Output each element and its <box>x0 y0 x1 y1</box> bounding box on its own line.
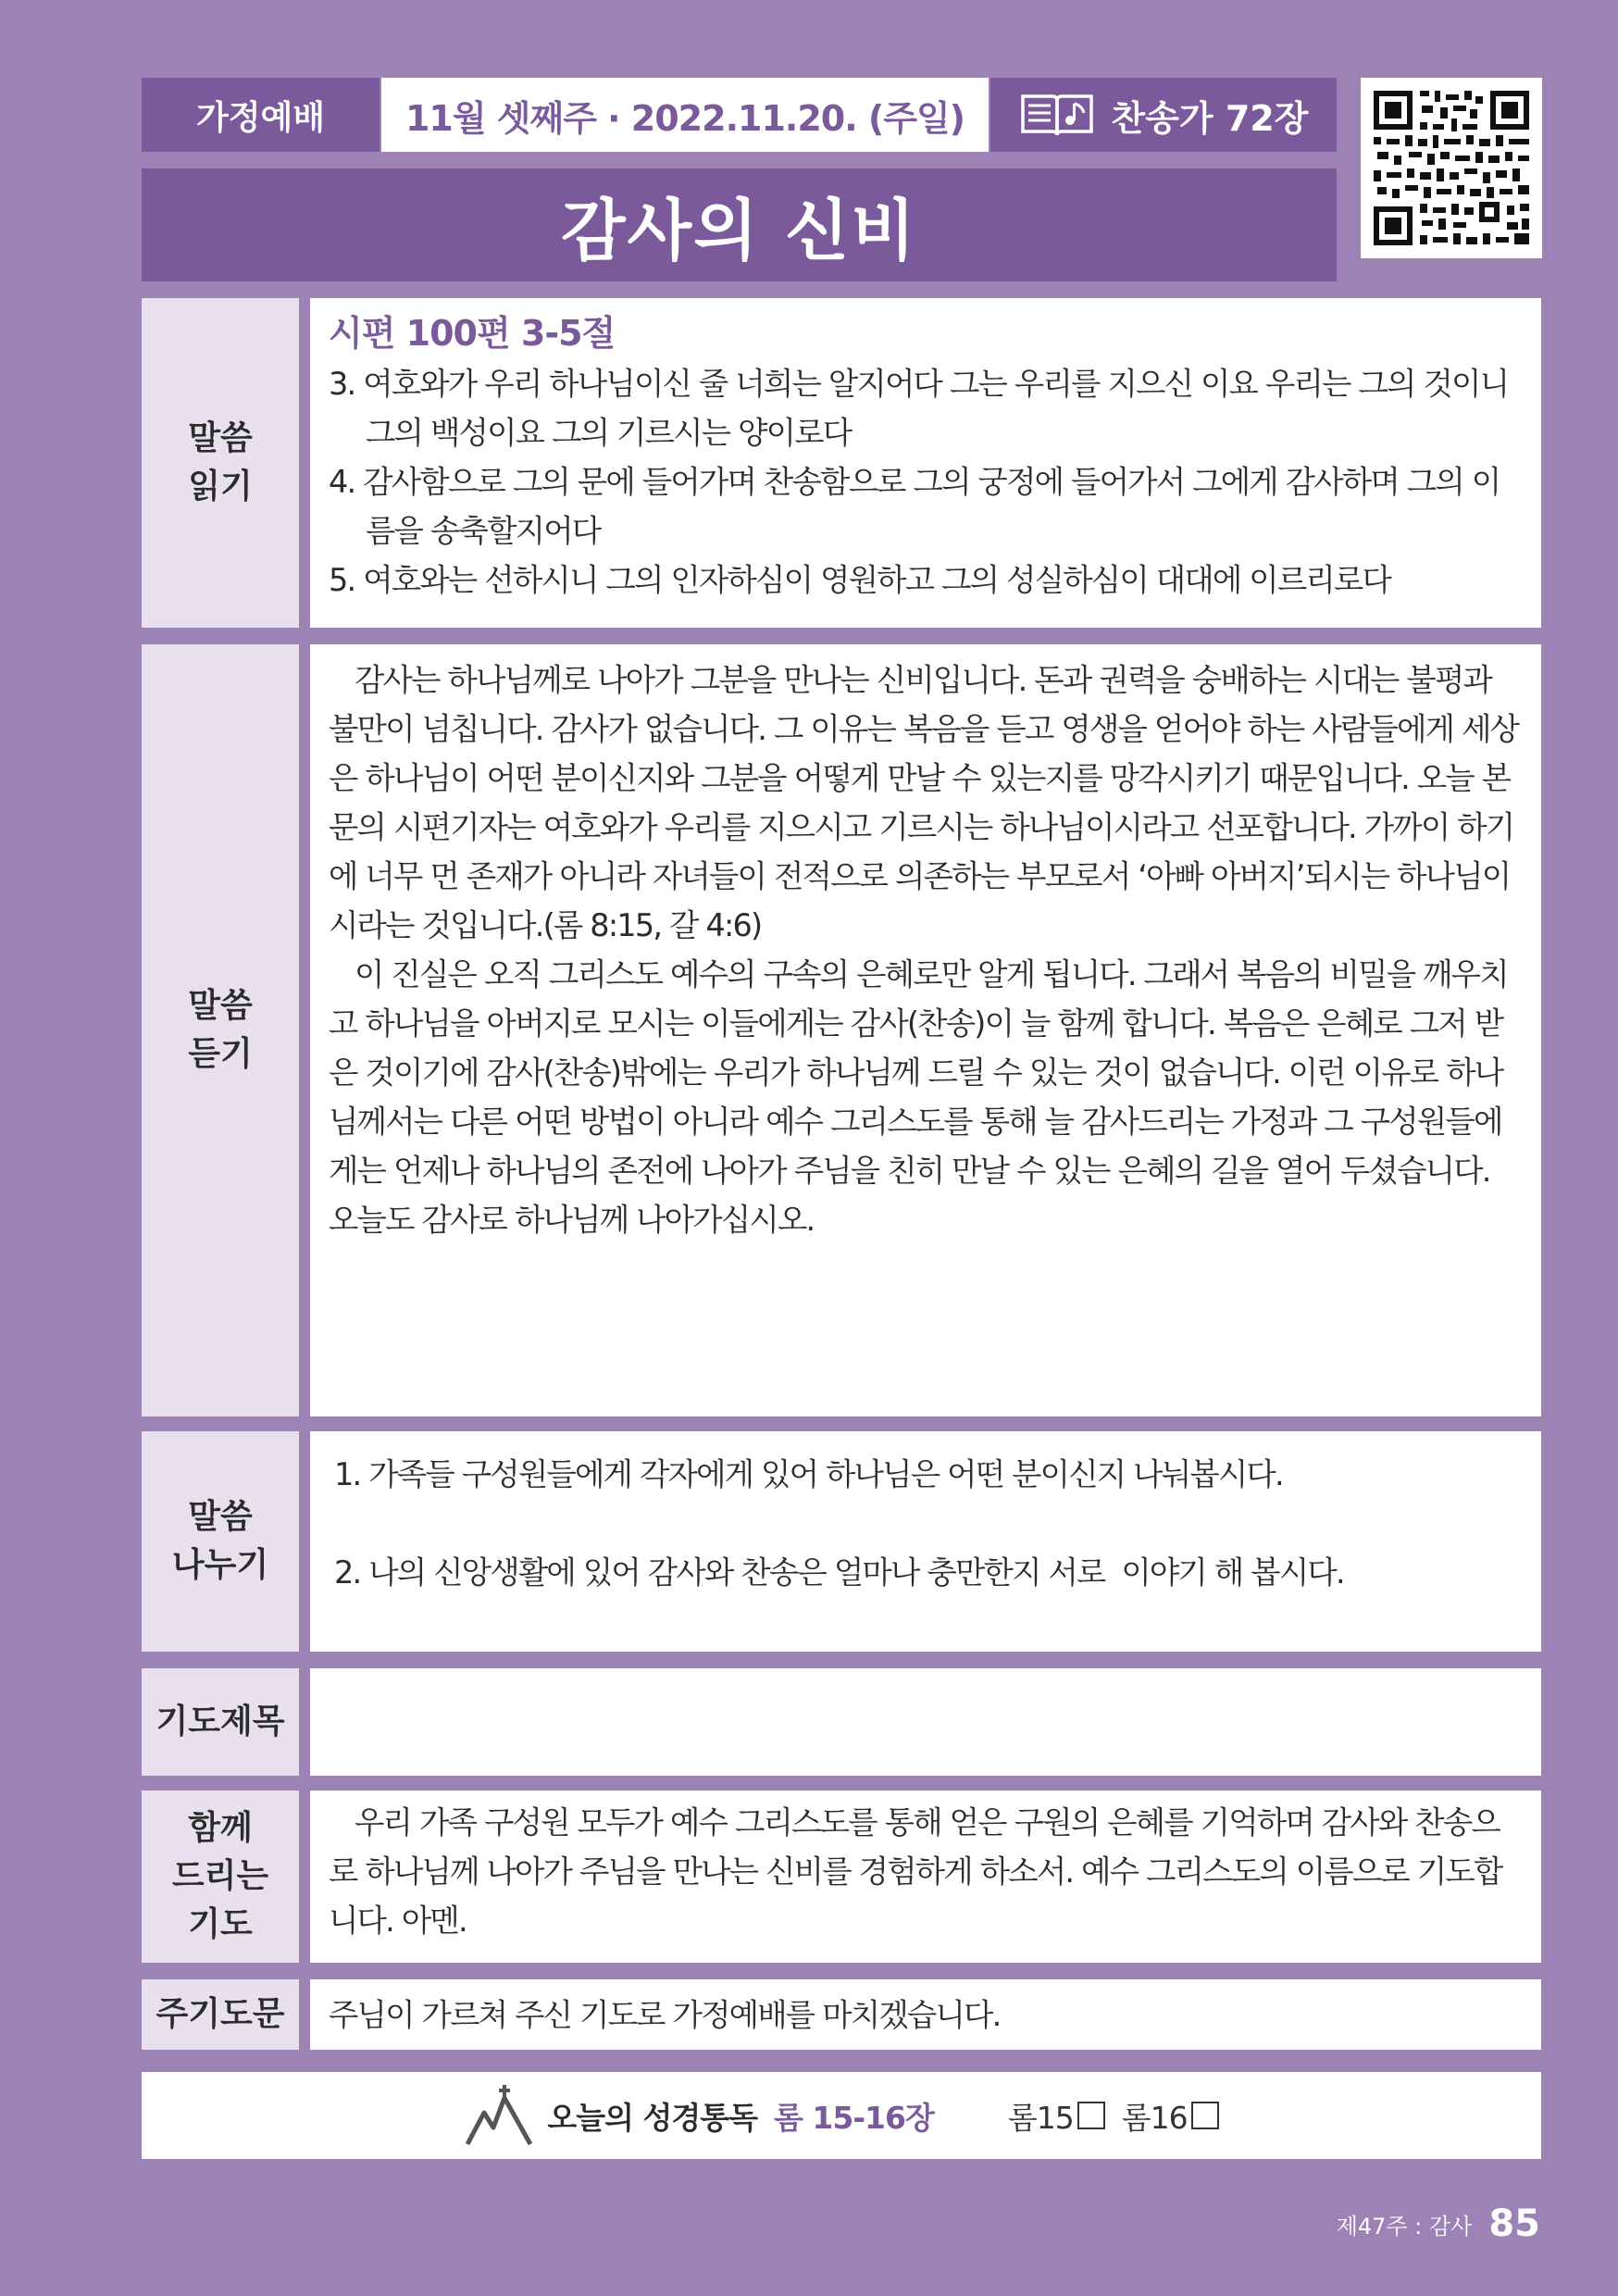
prayer-topic-label <box>142 1668 299 1776</box>
sharing-question-1: 1. 가족들 구성원들에게 각자에게 있어 하나님은 어떤 분이신지 나눠봅시다. <box>334 1456 1283 1492</box>
prayer-text: 우리 가족 구성원 모두가 예수 그리스도를 통해 얻은 구원의 은혜를 기억하며 감사와 찬송으로 하나님께 나아가 주님을 만나는 신비를 경험하게 하소서. 예수 그리스도의 이름으로 기도합니다. 아멘. <box>329 1804 1502 1939</box>
page-footer <box>1337 2196 1540 2252</box>
qr-code-icon <box>1361 78 1542 258</box>
sharing-label <box>142 1431 299 1652</box>
prayer-content <box>310 1791 1541 1963</box>
lords-prayer-label-text: 주기도문 <box>156 1994 285 2033</box>
qr-code[interactable] <box>1361 78 1542 258</box>
bible-reading-label: 오늘의 성경통독 <box>547 2099 758 2136</box>
reading-label <box>142 298 299 628</box>
prayer-topic-field[interactable] <box>310 1668 1541 1776</box>
verse-5: 5. 여호와는 선하시니 그의 인자하심이 영원하고 그의 성실하심이 대대에 이르리로다 <box>329 562 1391 598</box>
page-title: 감사의 신비 <box>561 192 917 269</box>
reading-label-line1: 말씀 <box>188 418 253 457</box>
lords-prayer-content <box>310 1979 1541 2050</box>
worship-category-badge <box>142 78 380 152</box>
sharing-question-2: 2. 나의 신앙생활에 있어 감사와 찬송은 얼마나 충만한지 서로 이야기 해 봅시다. <box>334 1554 1344 1591</box>
prayer-label <box>142 1791 299 1963</box>
checkbox-rom15[interactable] <box>1077 2102 1105 2129</box>
listening-label <box>142 644 299 1416</box>
sharing-label-line2: 나누기 <box>171 1546 269 1584</box>
prayer-label-line2: 드리는 <box>171 1856 269 1895</box>
prayer-topic-label-text: 기도제목 <box>156 1702 285 1741</box>
listening-label-line1: 말씀 <box>188 986 253 1025</box>
mountain-cross-icon <box>464 2083 534 2148</box>
scripture-reference: 시편 100편 3-5절 <box>329 313 616 354</box>
date-box <box>381 78 989 152</box>
listening-label-line2: 듣기 <box>188 1035 253 1073</box>
check-label-rom16: 롬16 <box>1121 2099 1188 2136</box>
hymn-number: 찬송가 72장 <box>1111 97 1309 139</box>
prayer-label-line1: 함께 <box>188 1808 253 1847</box>
bible-reading-bar <box>142 2072 1541 2159</box>
worship-category-text: 가정예배 <box>195 98 326 137</box>
bible-reading-range: 롬 15-16장 <box>774 2099 934 2136</box>
sharing-content <box>310 1431 1541 1652</box>
prayer-label-line3: 기도 <box>188 1905 253 1944</box>
sharing-label-line1: 말씀 <box>188 1497 253 1536</box>
hymn-badge <box>990 78 1337 152</box>
sermon-paragraph-2: 이 진실은 오직 그리스도 예수의 구속의 은혜로만 알게 됩니다. 그래서 복음의 비밀을 깨우치고 하나님을 아버지로 모시는 이들에게는 감사(찬송)이 늘 함께 합니다. 복음은 은혜로 그저 받은 것이기에 감사(찬송)밖에는 우리가 하나님께 드릴 수 있는 것이 없습니다. 이런 이유로 하나님께서는 다른 어떤 방법이 아니라 예수 그리스도를 통해 늘 감사드리는 가정과 그 구성원들에게는 언제나 하나님의 존전에 나아가 주님을 친히 만날 수 있는 은혜의 길을 열어 두셨습니다. 오늘도 감사로 하나님께 나아가십시오. <box>329 956 1508 1238</box>
page-number: 85 <box>1488 2202 1540 2245</box>
hymn-book-icon <box>1019 91 1095 139</box>
verse-3: 3. 여호와가 우리 하나님이신 줄 너희는 알지어다 그는 우리를 지으신 이요 우리는 그의 것이니 그의 백성이요 그의 기르시는 양이로다 <box>329 366 1509 451</box>
footer-section: 제47주 : 감사 <box>1336 2213 1473 2240</box>
check-label-rom15: 롬15 <box>1007 2099 1074 2136</box>
reading-label-line2: 읽기 <box>188 468 253 505</box>
checkbox-rom16[interactable] <box>1191 2102 1219 2129</box>
listening-content <box>310 644 1541 1416</box>
verse-4: 4. 감사함으로 그의 문에 들어가며 찬송함으로 그의 궁정에 들어가서 그에게 감사하며 그의 이름을 송축할지어다 <box>329 464 1500 549</box>
title-bar <box>142 168 1337 281</box>
lords-prayer-text: 주님이 가르쳐 주신 기도로 가정예배를 마치겠습니다. <box>329 1996 1001 2033</box>
lords-prayer-label <box>142 1979 299 2050</box>
reading-content <box>310 298 1541 628</box>
sermon-paragraph-1: 감사는 하나님께로 나아가 그분을 만나는 신비입니다. 돈과 권력을 숭배하는 시대는 불평과 불만이 넘칩니다. 감사가 없습니다. 그 이유는 복음을 듣고 영생을 얻어야 하는 사람들에게 세상은 하나님이 어떤 분이신지와 그분을 어떻게 만날 수 있는지를 망각시키기 때문입니다. 오늘 본문의 시편기자는 여호와가 우리를 지으시고 기르시는 하나님이시라고 선포합니다. 가까이 하기에 너무 먼 존재가 아니라 자녀들이 전적으로 의존하는 부모로서 ‘아빠 아버지’되시는 하나님이시라는 것입니다.(롬 8:15, 갈 4:6) <box>329 662 1519 943</box>
worship-date: 11월 셋째주 · 2022.11.20. (주일) <box>404 97 965 139</box>
